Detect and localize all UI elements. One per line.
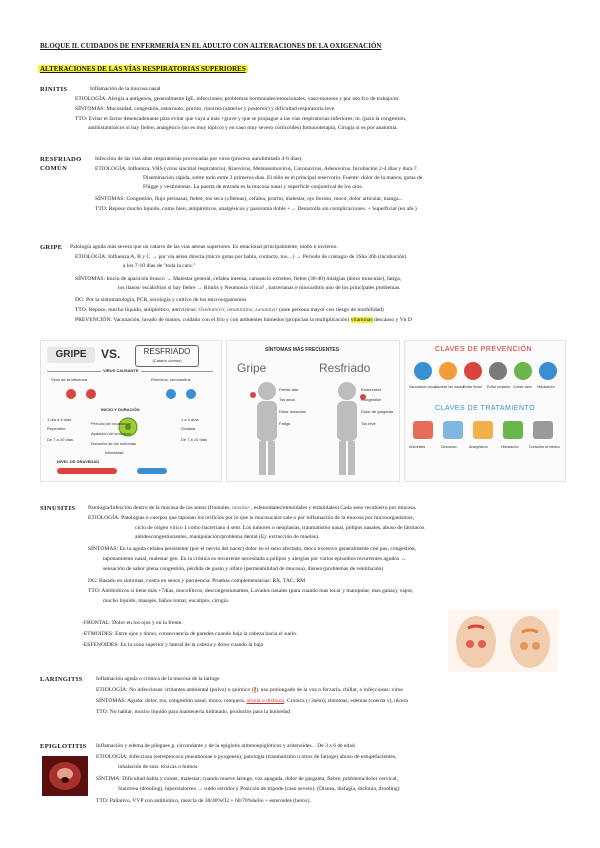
row-1-mid: Aparición de síntomas — [91, 431, 131, 436]
virus-left: Virus de la influenza — [51, 377, 87, 382]
laringitis-etiologia — [96, 687, 586, 694]
laringitis-definition: Inflamación aguda o crónica de la mucosa de la laringe — [96, 676, 220, 682]
row-0-mid: Período de incubación — [91, 421, 131, 426]
tto-item-1: Descanso — [441, 445, 457, 449]
prev-item-0: Vacunación anual — [409, 385, 437, 389]
prev-item-4: Comer sano — [513, 385, 533, 389]
laringitis-sintomas-hl: afonía o disfonía — [246, 698, 285, 704]
sinusitis-sintomas-3: sensación de sabor plena congestión, pérdida de gusto y olfato (permeabilidad de mucosa), disnea (problemas de ventilación) — [103, 566, 384, 572]
resfriado-term-2: COMÚN — [40, 165, 68, 172]
claves-tratamiento: CLAVES DE TRATAMIENTO — [435, 405, 536, 412]
resfriado-tag-3: Tos leve — [361, 421, 376, 426]
sinusitis-dg: DG: Basado en síntomas, costra en senos y purulencia. Pruebas complementarias: RX, TAC, RM — [88, 578, 306, 584]
laringitis-tto: TTO: No hablar, mucho líquido para mantenerla hidratado, productos para la humedad — [96, 709, 290, 715]
laringitis-term: LARINGITIS — [40, 676, 83, 683]
gripe-tto — [75, 307, 585, 314]
person-figures — [227, 377, 399, 481]
gripe-person-label: Gripe — [237, 361, 267, 375]
infographic-vs: VS. — [101, 347, 121, 361]
laringitis-etiologia-hl: ? — [253, 687, 256, 693]
tto-item-4: Consultar al médico — [529, 445, 560, 449]
gravedad-heading: NIVEL DE GRAVEDAD — [57, 459, 100, 464]
sinusitis-def-hl: maxilar — [232, 505, 250, 511]
sinusitis-term: SINUSITIS — [40, 505, 76, 512]
virus-heading: VIRUS CAUSANTE — [103, 368, 139, 373]
claves-prevencion: CLAVES DE PREVENCIÓN — [435, 346, 533, 353]
row-2-right: De 7 a 10 días — [181, 437, 208, 442]
rinitis-etiologia: ETIOLOGÍA: Alergia a antígenos, generalmente IgE, infecciones, problemas hormonales/emocionales, vaso-motores y por uso fco de trabajo/m. — [75, 96, 400, 102]
sinusitis-tto-2: mucho líquido, masajes, baños tomar, eucalipto, cirugía. — [103, 598, 230, 604]
sinusitis-sintomas-2: taponamiento nasal, malestar gen. En la crónica es recurrente necesitada a pólipos y alergias por varios episodios recurrentes agudos → — [103, 556, 407, 562]
resfriado-etiologia-3: Flügge y vestimentas. La puerta de entrada es la mucosa nasal y superficie conjuntival de los ojos. — [143, 184, 363, 190]
sinusitis-etiologia-2: ciclo de origen vírico 1 como bacteriano 4 sem. Los tumores o neoplasias, traumatismo nasal, pólipos nasales, abuso de fármacos — [135, 525, 425, 531]
row-2-left: De 7 a 10 días — [47, 437, 74, 442]
epiglottis-photo — [42, 756, 88, 796]
epiglotitis-sintomas-1: SÍNTIMA: Dificultad habla y comer, malestar; cuando mueve laringe, voz apagada, dolor de garganta, fiebre, problema/dolor cervical, — [96, 776, 398, 782]
prev-item-3: Evitar contacto — [487, 385, 511, 389]
sinusitis-etiologia-1: ETIOLOGÍA: Patologías o cuerpos que taponan los orificios por lo que la mucosa/aire sale o por inflamación de la mucosa por microorganismos, — [88, 515, 415, 521]
gripe-term: GRIPE — [40, 244, 63, 251]
gripe-prevencion-end: descanso y Vit D — [373, 317, 412, 323]
epiglotitis-definition: Inflamación y edema de pliegues g. circundante y de la epiglotis aritenoepiglóticos y aritenoides. . De 3 a 6 de edad — [96, 743, 355, 749]
gripe-etiologia-2: a los 7-10 días de "toda la cara." — [123, 263, 196, 269]
tto-item-3: Hidratación — [501, 445, 519, 449]
rinitis-term: RINITIS — [40, 86, 68, 93]
infographic-resfriado-sub: (Catarro común) — [152, 358, 182, 363]
row-0-right: 1 a 3 días — [181, 417, 199, 422]
epiglotitis-term: EPIGLOTITIS — [40, 743, 87, 750]
resfriado-tto: TTO: Reposo mucho líquido, como bien, antipiréticos, analgésicos y pasoruma doble +→ Desarrolla sin complicaciones. + Superficial (en afe.) — [95, 206, 417, 212]
gripe-etiologia-1: ETIOLOGÍA: Influenza A, B y C → por vía aérea directa (micro gotas por habla, contacto, tos....) → Periodo de contagio de 1Sha 36h (incubación) — [75, 254, 407, 260]
prev-item-2: Evitar fumar — [463, 385, 482, 389]
sintomas-heading: SÍNTOMAS MÁS FRECUENTES — [265, 347, 340, 353]
gripe-tag-2: Dolor muscular — [279, 409, 306, 414]
rinitis-tto-1: TTO: Evitar el factor desencadenante para evitar que vaya a más +grave y que se propague a las vías respiratorias inferiores; m. (para la congestión, — [75, 116, 407, 122]
sinusitis-etiologia-3: antidescongestionantes, manipulación/problema dental (Ej: extracción de muelas). — [135, 534, 320, 540]
infographic-resfriado-title: RESFRIADO — [143, 347, 191, 356]
laringitis-sintomas-end: . Crónica (+3sem); síntomas, edemas (cuerda v), ulcera — [284, 698, 408, 704]
epiglotitis-tto: TTO: Paliativo, VVP con antibiótico, mezcla de 30/40%O2 + 60/70%helio + esteroides (helox). — [96, 798, 311, 804]
infographic-gripe-title: GRIPE — [47, 347, 95, 363]
row-3-mid: Intensidad — [105, 450, 124, 455]
laringitis-etiologia-text: ETIOLOGÍA: No infecciosas: irritantes ambiental (polvo) o químico ( — [96, 687, 254, 693]
tto-item-0: Antivirales — [409, 445, 426, 449]
sinusitis-def-end: , esfenoidales/etmoidales y etmoidales) Cada seno recubierto por mucosa. — [250, 505, 417, 511]
gripe-prevencion — [75, 317, 585, 324]
resfriado-tag-2: Dolor de garganta — [361, 409, 394, 414]
epiglotitis-etiologia-2: inhalación de sust. tóxicas o humos. — [118, 764, 199, 770]
laringitis-sintomas-text: SÍNTOMAS: Aguda: dolor, tos, congestión nasal, moco, ronquera, — [96, 698, 246, 704]
gripe-sintomas-2: tos llanos/ escalofríos si hay fiebre → Rinitis y Neumonía vírica? , bacterianas e miocarditis uno de los principales problemas. — [118, 285, 401, 291]
inicio-heading: INICIO Y DURACIÓN — [101, 407, 140, 412]
prev-item-5: Hidratación — [537, 385, 555, 389]
row-2-mid: Duración de los síntomas — [91, 441, 137, 446]
sinusitis-etmoides: -ETMOIDES: Entre ojos y dorso, consecuencia de paredes cuando baja la cabeza hacia el suelo. — [82, 631, 298, 637]
sinusitis-esfenoides: -ESFENOIDES: En la zona superior y lateral de la cabeza y dolor cuando la baja — [82, 642, 264, 648]
infographic-resfriado-box — [135, 345, 199, 367]
sinusitis-frontal: -FRONTAL: Dolor en los ojos y en la frente. — [82, 620, 183, 626]
resfriado-etiologia-1: ETIOLOGÍA: Influenza, VRS (virus sincitial respiratorio), Rinovirus, Metaneumovirus, Coronavirus, Adenovirus. Incubación 2-4 días y dura 7. — [95, 166, 419, 172]
sinusitis-definition — [88, 505, 588, 512]
resfriado-sintomas: SÍNTOMAS: Congestión, flujo perinasal, fiebre, tos seca (±flemas), cefalea, prurito, malestar, ojo lloroso, moco, dolor articular, manga... — [95, 196, 403, 202]
row-0-left: 1 día a 4 días — [47, 417, 72, 422]
laringitis-etiologia-end: ), uso prolongado de la voz o forzarla, chillar, o infecciosas: virus — [256, 687, 403, 693]
resfriado-term: RESFRIADO — [40, 156, 82, 163]
rinitis-sintomas: SÍNTOMAS: Mucosidad, congestión, estornudo, prurito, rinorrea (anterior y posterior) y dificultad respiratoria leve — [75, 106, 335, 112]
gripe-definition: Patología aguda más severa que un catarro de las vías aéreas superiores. Es estacional principalmente, otoño e invierno. — [70, 244, 338, 250]
row-1-right: Gradual — [181, 426, 196, 431]
row-1-left: Repentino — [47, 426, 66, 431]
gripe-tag-1: Tos seca — [279, 397, 295, 402]
epiglotitis-sintomas-2: Sialorrea (drooling), hipersialorrea → ruido estridor y Posición de trípode (caso severo). (Disnea, disfagia, disfonía, drooling) — [118, 786, 400, 792]
gripe-tto-text: TTO: Reposo, mucho líquido, antipirético, antivíricos: — [75, 307, 198, 313]
infographic-symptoms — [226, 340, 400, 482]
gripe-prevencion-hl: vitaminas — [350, 317, 373, 323]
resfriado-person-label: Resfriado — [319, 361, 371, 375]
sinus-face-illustration — [448, 610, 558, 672]
epiglotitis-etiologia-1: ETIOLOGÍA: Infecciosa (estreptococo pneumoniae o pyogenes), patología (traumatismo u otros de faringe) abuso de estupefacientes, — [96, 754, 397, 760]
sinusitis-sintomas-1: SÍNTOMAS: En la aguda cefalea persistente (por el nervio del nacer) dolor en el seno afectado, moco excesivo generalmente con pus, congestión, — [88, 546, 416, 552]
virus-right: Rinovirus, coronavirus — [151, 377, 191, 382]
laringitis-sintomas — [96, 698, 586, 705]
gripe-dg: DG: Por la sintomatología, PCR, serología y cultivo de los microorganismos — [75, 297, 247, 303]
gravedad-resfriado-bar — [137, 468, 167, 474]
gripe-tag-3: Fatiga — [279, 421, 291, 426]
resfriado-tag-1: Congestión — [361, 397, 382, 402]
section-heading: ALTERACIONES DE LAS VÍAS RESPIRATORIAS SUPERIORES — [40, 65, 246, 73]
gripe-prevencion-text: PREVENCIÓN: Vacunación, lavado de manos, cuidado con el frío y con ambientes húmedos (propician la multiplicación) — [75, 317, 350, 323]
infographic-comparison-table — [40, 340, 222, 482]
gripe-tto-end: (ante persona mayor con riesgo de morbilidad) — [279, 307, 384, 313]
page-title: BLOQUE II. CUIDADOS DE ENFERMERÍA EN EL ADULTO CON ALTERACIONES DE LA OXIGENACIÓN — [40, 42, 382, 50]
rinitis-tto-2: antihistamínicos si hay fiebre, analgésico (no es muy tópico) y en caso muy severo corticoides) Inmunoterapia, Cirugía si es por anatomía. — [88, 125, 398, 131]
virus-center-icon — [115, 414, 141, 440]
gripe-sintomas-1: SÍNTOMAS: Inicio de aparición brusco → Malestar general, cefalea intensa, cansancio extremo, fiebre (38-40) mialgias (dolor muscular), fatiga, — [75, 276, 402, 282]
virus-icons — [51, 386, 211, 404]
gripe-tag-0: Fiebre alta — [279, 387, 298, 392]
sinusitis-tto-1: TTO: Antibióticos si tiene más +7días, mucolíticos, descongestionantes, Lavados nasales (para cuando mas tocar y manipular, mas ganas), vapor, — [88, 588, 414, 594]
gripe-tto-drugs: Oseltamivir, amantidina, zanamivir — [198, 307, 278, 313]
resfriado-tag-0: Estornudos — [361, 387, 382, 392]
prev-item-1: Lavarse las manos — [435, 385, 465, 389]
sinusitis-def-text: Patología/Infección dentro de la mucosa de los senos (frontales, — [88, 505, 231, 511]
resfriado-etiologia-2: Diseminación rápida, sobre todo entre 3 primeros días. El niño es el principal reservorio. Fuente: dolor de la manos, gotas de — [143, 175, 423, 181]
tto-item-2: Analgésicos — [469, 445, 488, 449]
infographic-prevention — [404, 340, 566, 482]
gravedad-gripe-bar — [57, 468, 117, 474]
rinitis-definition: Inflamación de la mucosa nasal — [90, 86, 161, 92]
resfriado-definition: Infección de las vías altas respiratorias provocadas por virus (proceso autolimitado 4-6 días). — [95, 156, 303, 162]
